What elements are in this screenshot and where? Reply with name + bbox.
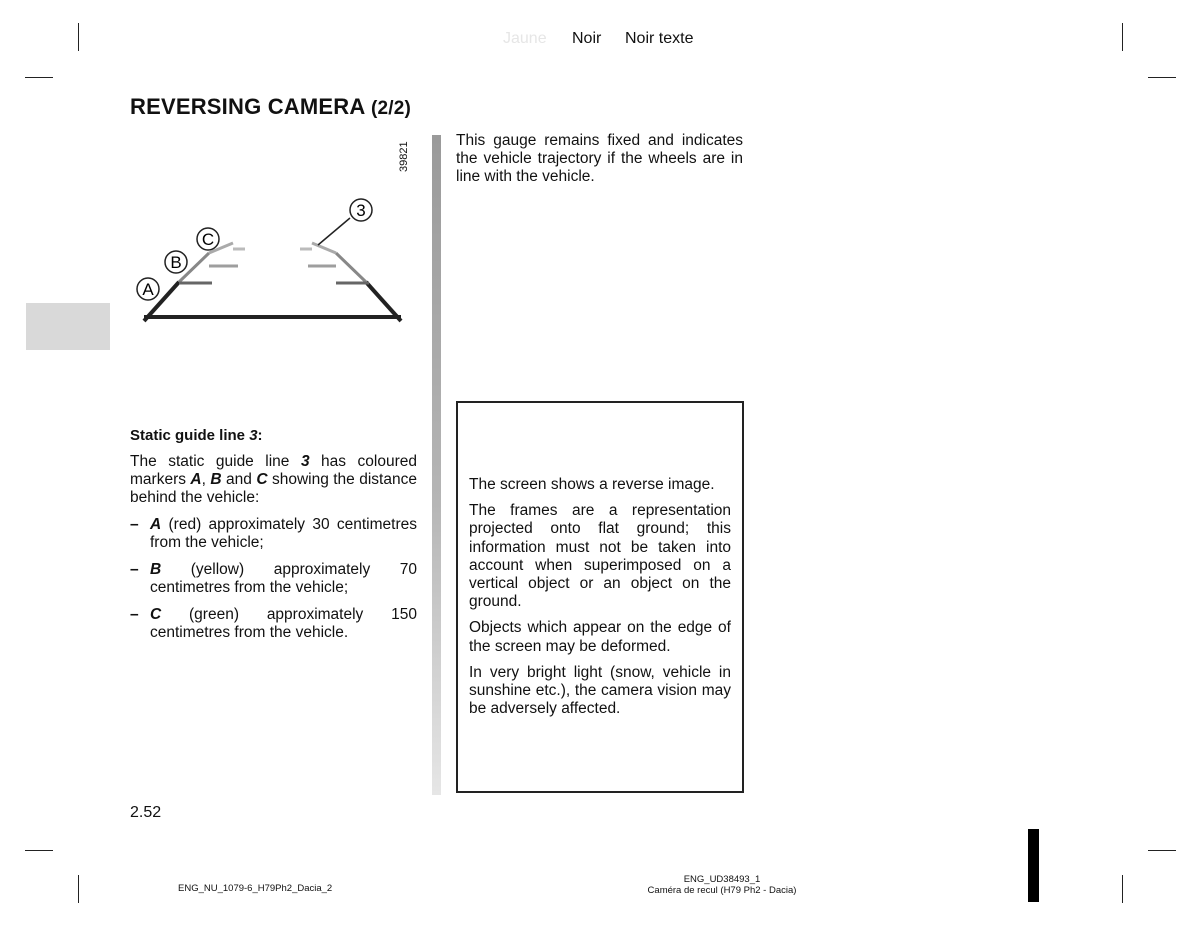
para-marker-b: B (210, 471, 222, 489)
callout-c-label: C (201, 230, 215, 249)
bullet-marker: C (150, 606, 162, 623)
callout-leader-3 (318, 218, 350, 245)
crop-mark (25, 77, 53, 78)
para-text: and (221, 471, 257, 489)
callout-b (165, 251, 187, 273)
section-edge-marker (1028, 829, 1039, 902)
para-text: , (201, 471, 211, 489)
callout-a-label: A (142, 280, 154, 299)
warning-paragraph: The frames are a representation projected onto flat ground; this information must not be taken into account when superimposed on a vertical object or an object on the ground. (469, 502, 731, 611)
page-title-part: (2/2) (370, 98, 412, 119)
page-number: 2.52 (130, 804, 162, 821)
bullet-text: (yellow) approximately 70 centimetres from the vehicle; (150, 561, 417, 597)
bullet-dash: – (130, 516, 139, 533)
warning-box (456, 401, 744, 793)
callout-3 (350, 199, 372, 221)
crop-mark (1148, 850, 1176, 851)
footer-section-desc: Caméra de recul (H79 Ph2 - Dacia) (647, 885, 797, 896)
bullet-text: (red) approximately 30 centimetres from the vehicle; (150, 516, 417, 552)
crop-mark (1122, 23, 1123, 51)
section-tab (26, 303, 110, 350)
para-marker-a: A (190, 471, 202, 489)
crop-mark (1122, 875, 1123, 903)
page-title (130, 94, 411, 120)
bullet-dash: – (130, 561, 139, 578)
footer-doc-code: ENG_NU_1079-6_H79Ph2_Dacia_2 (178, 883, 333, 894)
para-text: The static guide line (130, 453, 301, 470)
callout-3-label: 3 (356, 201, 366, 220)
callout-c (197, 228, 219, 250)
static-guide-heading (130, 427, 417, 444)
crop-mark (25, 850, 53, 851)
heading-text: Static guide line (130, 427, 250, 444)
para-text: showing the distance behind the vehicle: (130, 471, 417, 507)
crop-mark (78, 23, 79, 51)
bullet-dash: – (130, 606, 139, 623)
column-divider (432, 135, 441, 795)
bullet-text: (green) approximately 150 centimetres from the vehicle. (150, 606, 417, 642)
para-ref: 3 (300, 453, 310, 470)
footer-section-ref (622, 874, 822, 896)
crop-mark (78, 875, 79, 903)
warning-paragraph: The screen shows a reverse image. (469, 476, 715, 493)
footer-section-code: ENG_UD38493_1 (683, 874, 761, 885)
figure-reference: 39821 (398, 141, 410, 172)
heading-suffix: : (257, 427, 263, 444)
header-color-label: Noir texte (625, 30, 694, 47)
guide-lines-diagram (130, 190, 415, 330)
callout-b-label: B (170, 253, 182, 272)
gauge-description: This gauge remains fixed and indicates the vehicle trajectory if the wheels are in line with the vehicle. (456, 132, 743, 186)
header-color-label: Noir (572, 30, 602, 47)
para-text: has coloured markers (130, 453, 418, 489)
bullet-marker: B (150, 561, 162, 578)
warning-paragraph: Objects which appear on the edge of the screen may be deformed. (469, 619, 731, 655)
heading-ref: 3 (249, 427, 258, 444)
bullet-marker: A (150, 516, 162, 533)
crop-mark (1148, 77, 1176, 78)
para-marker-c: C (256, 471, 268, 489)
header-color-label: Jaune (503, 30, 547, 47)
static-guide-paragraph (130, 453, 417, 508)
callout-a (137, 278, 159, 300)
page-title-main: REVERSING CAMERA (130, 94, 365, 119)
warning-paragraph: In very bright light (snow, vehicle in sunshine etc.), the camera vision may be adversely affected. (469, 663, 731, 718)
